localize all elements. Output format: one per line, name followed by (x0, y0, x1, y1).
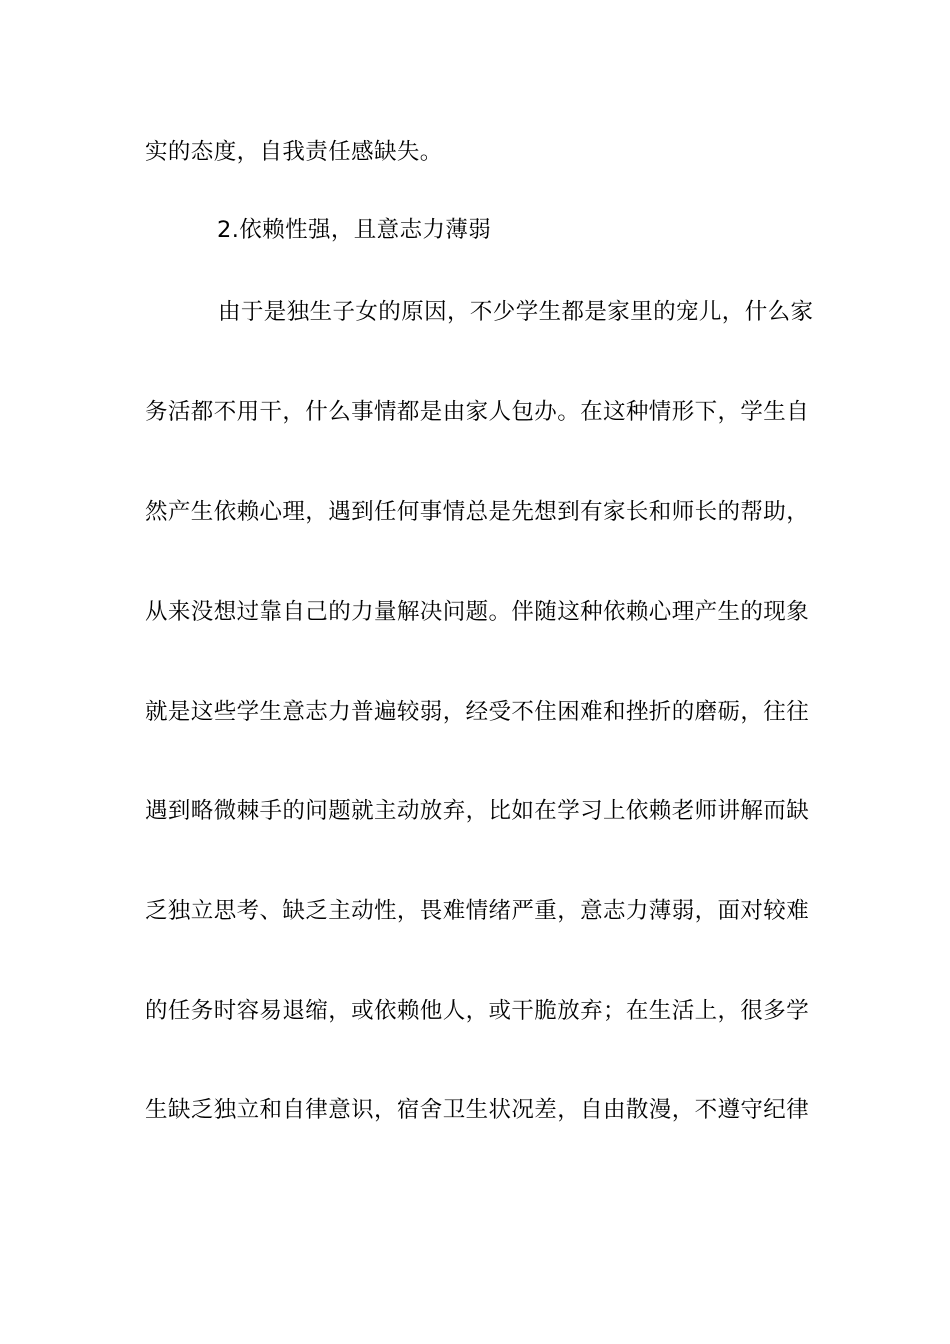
paragraph-line: 从来没想过靠自己的力量解决问题。伴随这种依赖心理产生的现象 (145, 599, 810, 625)
paragraph-line: 就是这些学生意志力普遍较弱，经受不住困难和挫折的磨砺，往往 (145, 699, 810, 725)
paragraph-line: 遇到略微棘手的问题就主动放弃，比如在学习上依赖老师讲解而缺 (145, 798, 810, 824)
section-heading: 2.依赖性强，且意志力薄弱 (217, 217, 492, 243)
paragraph-line: 务活都不用干，什么事情都是由家人包办。在这种情形下，学生自 (145, 399, 810, 425)
paragraph-line: 然产生依赖心理，遇到任何事情总是先想到有家长和师长的帮助， (145, 499, 810, 525)
paragraph-first-line: 由于是独生子女的原因，不少学生都是家里的宠儿，什么家 (218, 299, 814, 325)
paragraph-line: 的任务时容易退缩，或依赖他人，或干脆放弃；在生活上，很多学 (145, 998, 810, 1024)
paragraph-line: 乏独立思考、缺乏主动性，畏难情绪严重，意志力薄弱，面对较难 (145, 898, 810, 924)
paragraph-continuation-line: 实的态度，自我责任感缺失。 (145, 139, 443, 165)
paragraph-line: 生缺乏独立和自律意识，宿舍卫生状况差，自由散漫，不遵守纪律 (145, 1097, 810, 1123)
